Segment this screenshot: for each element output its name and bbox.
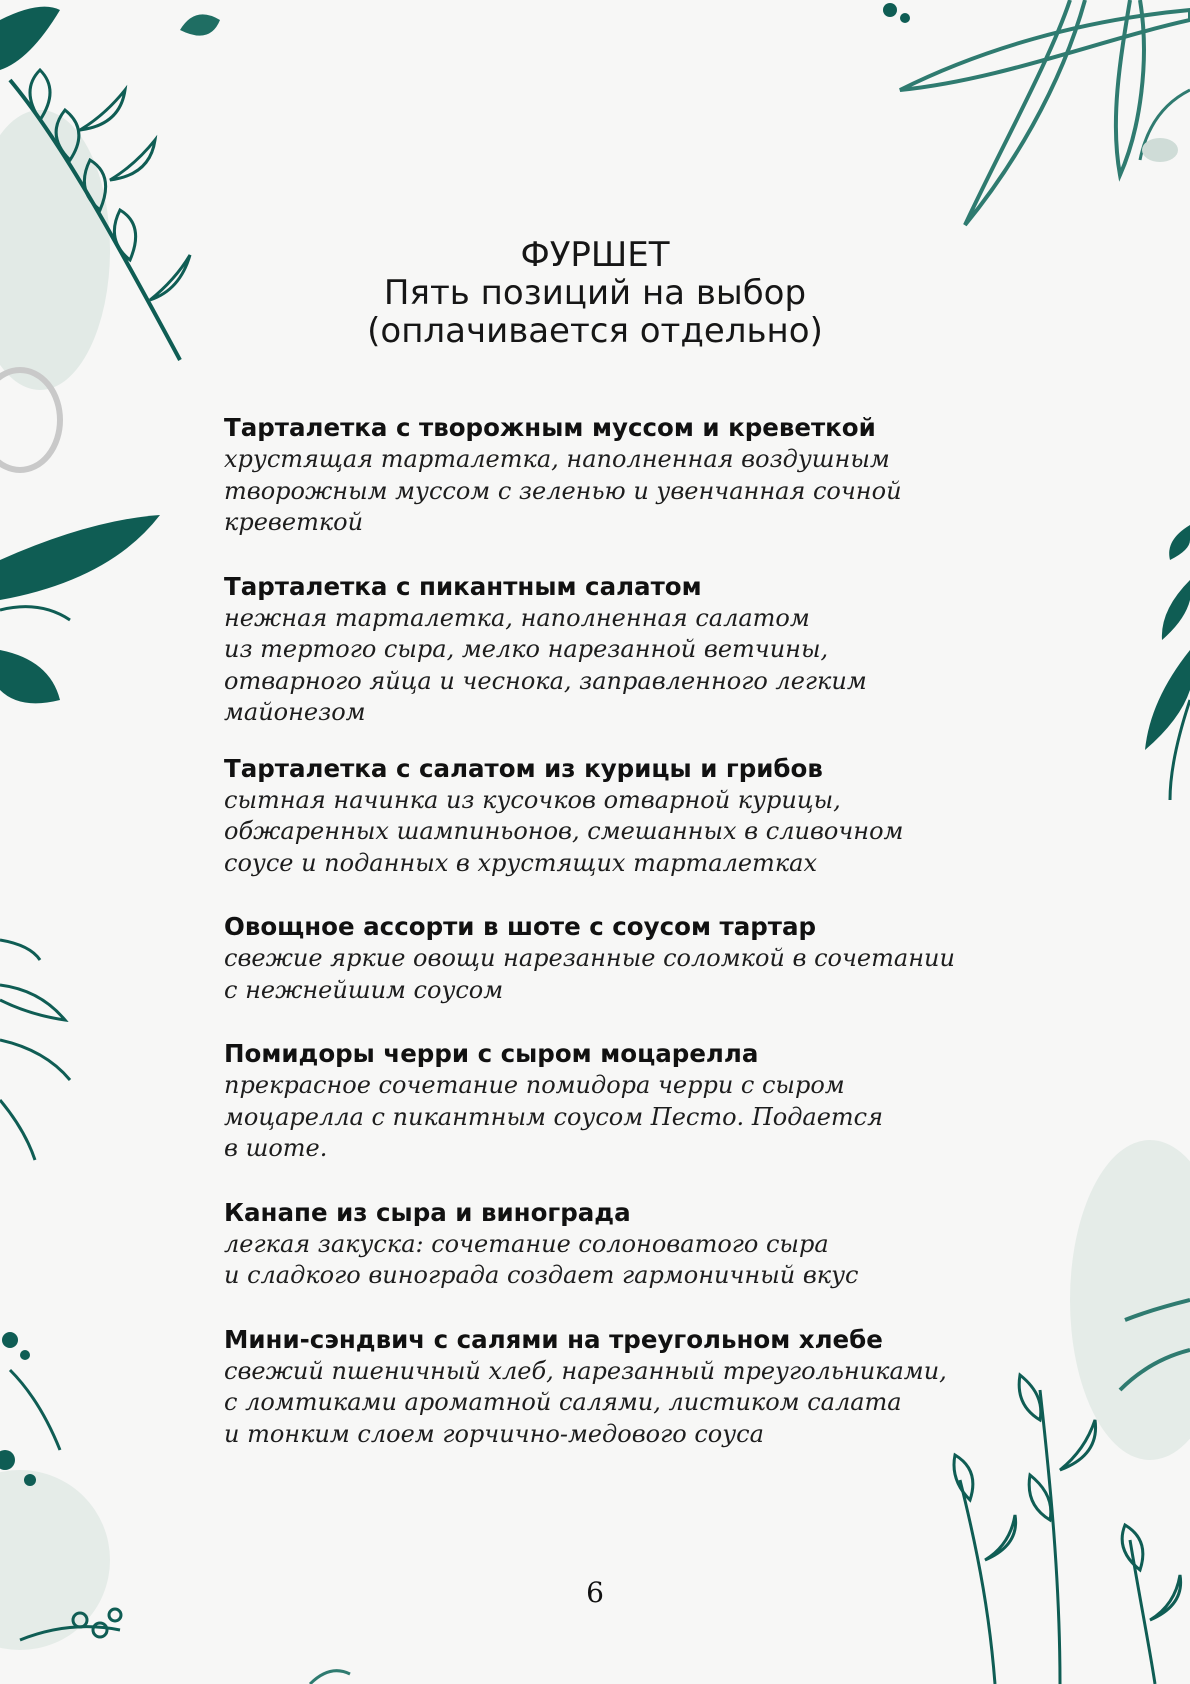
menu-item-description-line: и тонким слоем горчично-медового соуса: [224, 1419, 764, 1448]
menu-item-description-line: нежная тарталетка, наполненная салатом: [224, 603, 810, 632]
page-subtitle: Пять позиций на выбор: [383, 273, 807, 313]
menu-item-description-line: хрустящая тарталетка, наполненная воздушным: [224, 445, 890, 473]
page-header: [0, 236, 1190, 350]
menu-item-name: Тарталетка с салатом из курицы и грибов: [224, 753, 823, 783]
menu-item-name: Тарталетка с пикантным салатом: [224, 571, 702, 601]
top-right-foliage-icon: [883, 0, 1190, 225]
menu-item-description-line: творожным муссом с зеленью и увенчанная сочной: [224, 476, 902, 505]
menu-item: [224, 1197, 984, 1292]
menu-item-description-line: свежий пшеничный хлеб, нарезанный треугольниками,: [224, 1356, 947, 1385]
menu-item: [224, 1038, 984, 1165]
menu-item: [224, 412, 984, 539]
page-title: ФУРШЕТ: [520, 235, 670, 275]
menu-item-description-line: из тертого сыра, мелко нарезанной ветчины,: [224, 635, 829, 663]
menu-item: [224, 571, 984, 729]
menu-item-name: Мини-сэндвич с салями на треугольном хлебе: [224, 1324, 883, 1354]
menu-item-description-line: моцарелла с пикантным соусом Песто. Подается: [224, 1102, 884, 1131]
menu-item-description-line: с нежнейшим соусом: [224, 975, 504, 1004]
right-edge-leaves-icon: [1145, 525, 1190, 800]
menu-item-description-line: майонезом: [224, 698, 366, 726]
menu-item-description-line: в шоте.: [224, 1134, 328, 1162]
menu-item-description-line: свежие яркие овощи нарезанные соломкой в сочетании: [224, 944, 955, 972]
menu-item-description-line: прекрасное сочетание помидора черри с сыром: [224, 1071, 845, 1099]
page-number: 6: [586, 1576, 604, 1609]
menu-item-name: Тарталетка с творожным муссом и креветкой: [224, 413, 876, 442]
menu-item-name: Овощное ассорти в шоте с соусом тартар: [224, 912, 817, 941]
left-middle-leaves-icon: [0, 940, 70, 1160]
menu-item-description-line: с ломтиками ароматной салями, листиком салата: [224, 1388, 902, 1416]
menu-list: [224, 412, 984, 1482]
menu-item-description-line: отварного яйца и чеснока, заправленного легким: [224, 666, 867, 695]
menu-item-description-line: легкая закуска: сочетание солоноватого сыра: [224, 1229, 829, 1258]
menu-item: [224, 1324, 984, 1451]
menu-item-description-line: креветкой: [224, 508, 364, 536]
menu-item: [224, 911, 984, 1006]
menu-item-name: Помидоры черри с сыром моцарелла: [224, 1039, 759, 1068]
menu-item-name: Канапе из сыра и винограда: [224, 1197, 631, 1227]
menu-item-description-line: соусе и поданных в хрустящих тарталетках: [224, 848, 817, 877]
menu-item-description-line: и сладкого винограда создает гармоничный вкус: [224, 1261, 859, 1289]
menu-item-description-line: обжаренных шампиньонов, смешанных в сливочном: [224, 817, 904, 845]
top-left-foliage-icon: [0, 7, 220, 704]
menu-item-description-line: сытная начинка из кусочков отварной курицы,: [224, 785, 841, 814]
menu-item: [224, 753, 984, 880]
payment-note: (оплачивается отдельно): [367, 311, 823, 351]
